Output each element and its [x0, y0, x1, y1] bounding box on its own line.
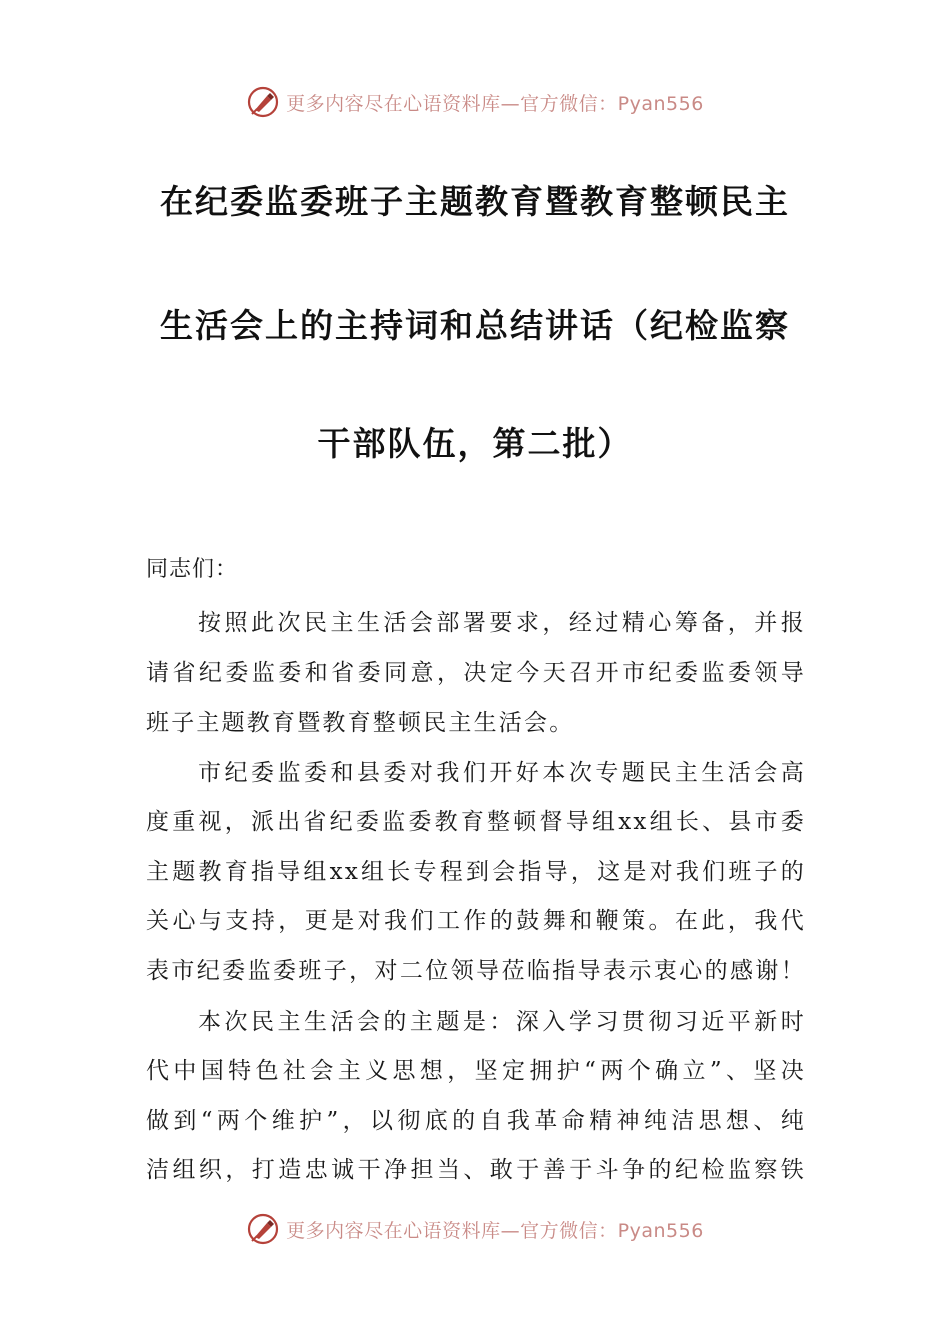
body-line: 代中国特色社会主义思想，坚定拥护“两个确立”、坚决 [146, 1058, 806, 1084]
body-line: 关心与支持，更是对我们工作的鼓舞和鞭策。在此，我代 [146, 908, 806, 934]
body-line: 度重视，派出省纪委监委教育整顿督导组xx组长、县市委 [146, 809, 806, 835]
body-line: 表市纪委监委班子，对二位领导莅临指导表示衷心的感谢！ [146, 958, 806, 984]
document-title-line-1: 在纪委监委班子主题教育暨教育整顿民主 [160, 182, 790, 221]
body-line: 班子主题教育暨教育整顿民主生活会。 [146, 710, 575, 736]
body-line: 做到“两个维护”，以彻底的自我革命精神纯洁思想、纯 [146, 1108, 806, 1134]
pen-nib-logo-icon [246, 1212, 280, 1246]
body-line: 本次民主生活会的主题是：深入学习贯彻习近平新时 [198, 1009, 806, 1035]
body-line: 市纪委监委和县委对我们开好本次专题民主生活会高 [198, 760, 806, 786]
document-title-line-2: 生活会上的主持词和总结讲话（纪检监察 [160, 306, 790, 345]
body-line: 主题教育指导组xx组长专程到会指导，这是对我们班子的 [146, 859, 806, 885]
header-watermark [0, 82, 950, 122]
document-title-line-3: 干部队伍，第二批） [317, 424, 633, 463]
body-line: 洁组织，打造忠诚干净担当、敢于善于斗争的纪检监察铁 [146, 1157, 806, 1183]
footer-watermark [0, 1209, 950, 1249]
watermark-text: 更多内容尽在心语资料库—官方微信：Pyan556 [286, 1219, 704, 1242]
pen-nib-logo-icon [246, 85, 280, 119]
body-line: 按照此次民主生活会部署要求，经过精心筹备，并报 [198, 610, 806, 636]
watermark-text: 更多内容尽在心语资料库—官方微信：Pyan556 [286, 92, 704, 115]
body-line: 请省纪委监委和省委同意，决定今天召开市纪委监委领导 [146, 660, 806, 686]
salutation: 同志们： [146, 557, 239, 582]
